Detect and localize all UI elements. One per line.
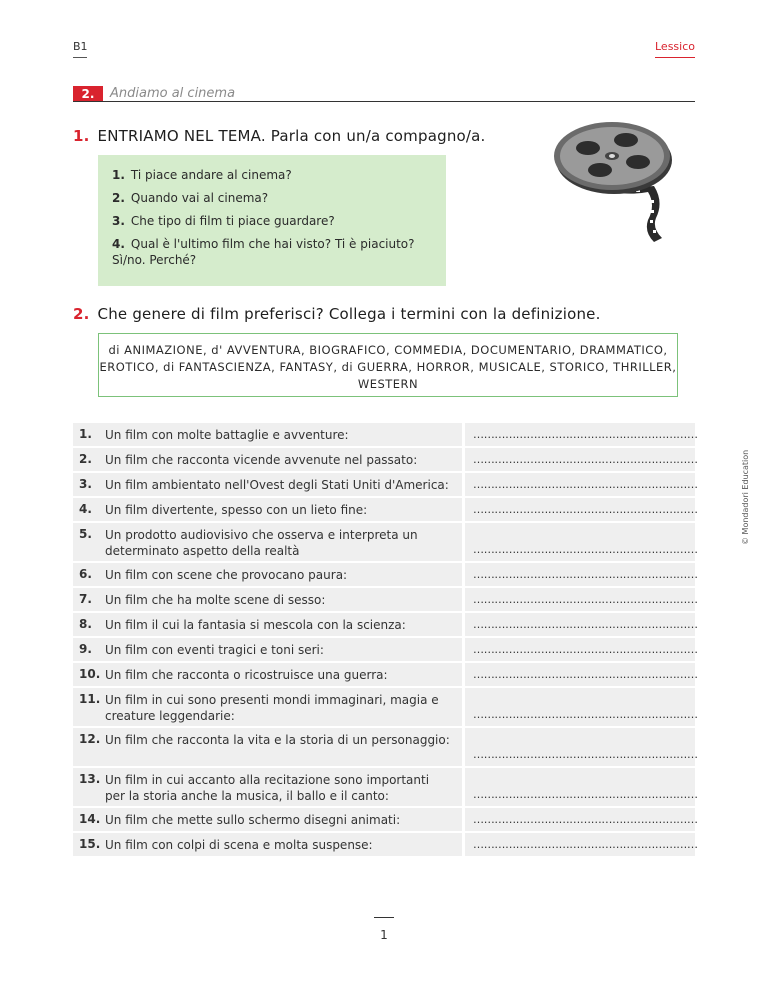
table-row: 12. Un film che racconta la vita e la storia di un personaggio: ………………………………………………………	[73, 728, 695, 766]
answer-blank[interactable]: ………………………………………………………	[473, 568, 698, 581]
table-row: 9. Un film con eventi tragici e toni seri: ………………………………………………………	[73, 638, 695, 661]
section-label: Lessico	[655, 40, 695, 53]
answer-blank[interactable]: ………………………………………………………	[473, 478, 698, 491]
table-row: 13. Un film in cui accanto alla recitazione sono importanti per la storia anche la musica, il ballo e il canto: ………………………………………………………	[73, 768, 695, 806]
answer-blank[interactable]: ………………………………………………………	[473, 543, 698, 556]
question-box	[98, 155, 446, 286]
answer-blank[interactable]: ………………………………………………………	[473, 618, 698, 631]
answer-blank[interactable]: ………………………………………………………	[473, 453, 698, 466]
answer-blank[interactable]: ………………………………………………………	[473, 788, 698, 801]
exercise-1-title	[73, 127, 486, 145]
page-number: 1	[380, 928, 388, 942]
answer-blank[interactable]: ………………………………………………………	[473, 668, 698, 681]
table-row: 14. Un film che mette sullo schermo disegni animati: ………………………………………………………	[73, 808, 695, 831]
level-label: B1	[73, 40, 88, 53]
table-row: 7. Un film che ha molte scene di sesso: ………………………………………………………	[73, 588, 695, 611]
answer-blank[interactable]: ………………………………………………………	[473, 813, 698, 826]
table-row: 8. Un film il cui la fantasia si mescola con la scienza: ………………………………………………………	[73, 613, 695, 636]
answer-blank[interactable]: ………………………………………………………	[473, 428, 698, 441]
exercise-2-title-text: Che genere di film preferisci? Collega i termini con la definizione.	[97, 305, 601, 323]
table-row: 3. Un film ambientato nell'Ovest degli Stati Uniti d'America: ………………………………………………………	[73, 473, 695, 496]
question-item: 2. Quando vai al cinema?	[112, 191, 269, 205]
exercise-1-title-text: ENTRIAMO NEL TEMA. Parla con un/a compagno/a.	[97, 127, 486, 145]
question-item: 4. Qual è l'ultimo film che hai visto? Ti è piaciuto? Sì/no. Perché?	[112, 237, 415, 267]
table-row: 11. Un film in cui sono presenti mondi immaginari, magia e creature leggendarie: ………………………………………………………	[73, 688, 695, 726]
unit-number: 2.	[73, 86, 103, 102]
section-underline	[655, 57, 695, 58]
exercise-1-number: 1.	[73, 127, 90, 145]
level-underline	[73, 57, 87, 58]
table-row: 6. Un film con scene che provocano paura: ………………………………………………………	[73, 563, 695, 586]
answer-blank[interactable]: ………………………………………………………	[473, 708, 698, 721]
unit-divider	[73, 101, 695, 102]
answer-blank[interactable]: ………………………………………………………	[473, 643, 698, 656]
table-row: 10. Un film che racconta o ricostruisce una guerra: ………………………………………………………	[73, 663, 695, 686]
table-row: 1. Un film con molte battaglie e avventure: ………………………………………………………	[73, 423, 695, 446]
question-item: 1. Ti piace andare al cinema?	[112, 168, 292, 182]
copyright-notice: © Mondadori Education	[741, 449, 750, 545]
answer-blank[interactable]: ………………………………………………………	[473, 593, 698, 606]
page-number-rule	[374, 917, 394, 918]
question-item: 3. Che tipo di film ti piace guardare?	[112, 214, 335, 228]
exercise-2-title	[73, 305, 601, 323]
unit-title: Andiamo al cinema	[110, 86, 236, 101]
answer-blank[interactable]: ………………………………………………………	[473, 838, 698, 851]
terms-box: di ANIMAZIONE, d' AVVENTURA, BIOGRAFICO, COMMEDIA, DOCUMENTARIO, DRAMMATICO, EROTICO, di FANTASCIENZA, FANTASY, di GUERRA, HORROR, MUSICALE, STORICO, THRILLER, WESTERN	[98, 333, 678, 397]
table-row: 5. Un prodotto audiovisivo che osserva e interpreta un determinato aspetto della realtà ………………………………………………………	[73, 523, 695, 561]
exercise-2-number: 2.	[73, 305, 90, 323]
table-row: 4. Un film divertente, spesso con un lieto fine: ………………………………………………………	[73, 498, 695, 521]
table-row: 2. Un film che racconta vicende avvenute nel passato: ………………………………………………………	[73, 448, 695, 471]
answer-blank[interactable]: ………………………………………………………	[473, 503, 698, 516]
table-row: 15. Un film con colpi di scena e molta suspense: ………………………………………………………	[73, 833, 695, 856]
answer-blank[interactable]: ………………………………………………………	[473, 748, 698, 761]
film-reel-icon	[548, 120, 678, 245]
